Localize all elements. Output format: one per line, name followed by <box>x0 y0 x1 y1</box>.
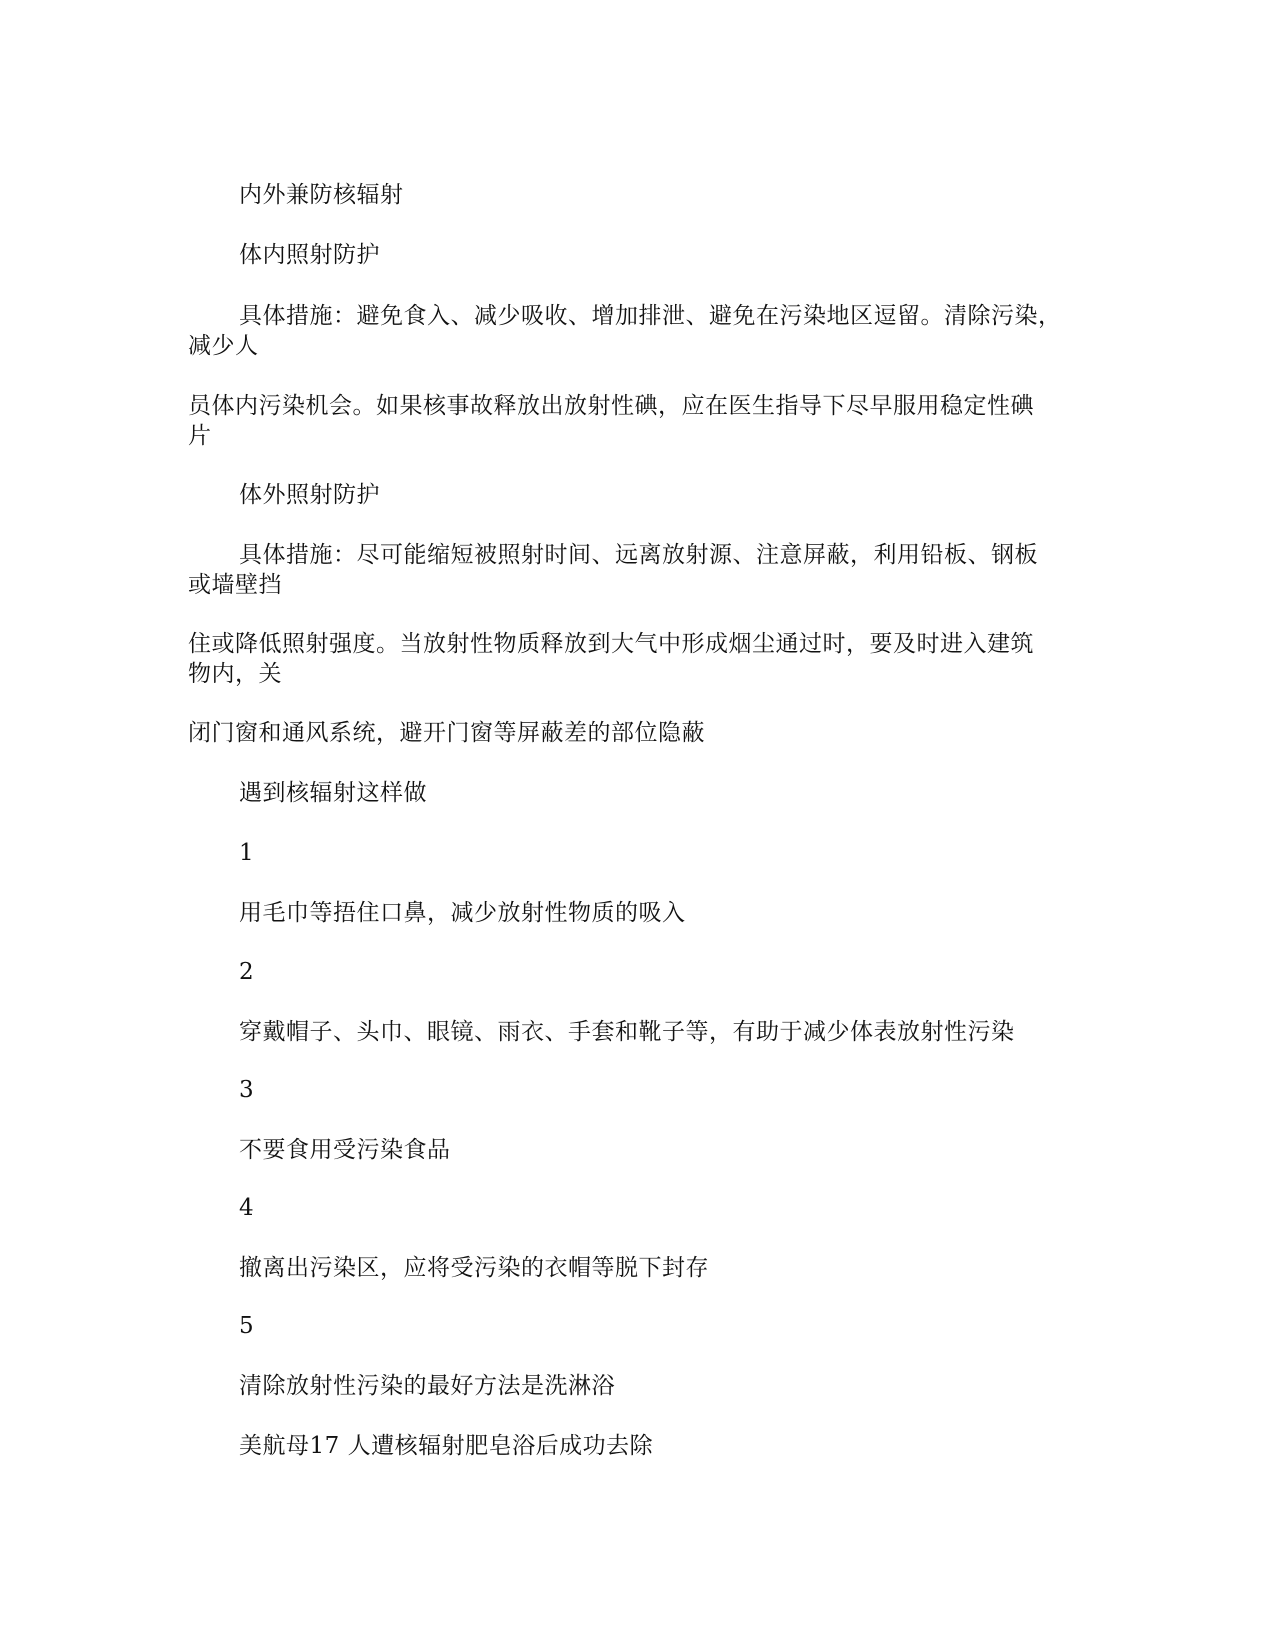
step-text: 用毛巾等捂住口鼻，减少放射性物质的吸入 <box>239 900 686 926</box>
external-measures-line-1: 具体措施：尽可能缩短被照射时间、远离放射源、注意屏蔽，利用铅板、钢板 <box>239 542 1038 568</box>
internal-protection-title: 体内照射防护 <box>239 242 380 268</box>
footer-line: 美航母17 人遭核辐射肥皂浴后成功去除 <box>239 1433 654 1459</box>
internal-measures-line-3: 员体内污染机会。如果核事故释放出放射性碘，应在医生指导下尽早服用稳定性碘 <box>188 393 1034 419</box>
step-text: 撤离出污染区，应将受污染的衣帽等脱下封存 <box>239 1255 709 1281</box>
internal-measures-line-4: 片 <box>188 423 212 449</box>
external-protection-title: 体外照射防护 <box>239 482 380 508</box>
step-text: 不要食用受污染食品 <box>239 1137 451 1163</box>
step-text: 清除放射性污染的最好方法是洗淋浴 <box>239 1373 615 1399</box>
internal-measures-line-1: 具体措施：避免食入、减少吸收、增加排泄、避免在污染地区逗留。清除污染， <box>239 303 1062 329</box>
step-number: 5 <box>239 1313 255 1339</box>
external-measures-line-5: 闭门窗和通风系统，避开门窗等屏蔽差的部位隐蔽 <box>188 720 705 746</box>
step-text: 穿戴帽子、头巾、眼镜、雨衣、手套和靴子等，有助于减少体表放射性污染 <box>239 1019 1015 1045</box>
step-number: 1 <box>239 840 255 866</box>
internal-measures-line-2: 减少人 <box>188 333 259 359</box>
external-measures-line-2: 或墙壁挡 <box>188 572 282 598</box>
steps-title: 遇到核辐射这样做 <box>239 780 427 806</box>
step-number: 3 <box>239 1077 255 1103</box>
step-number: 4 <box>239 1195 255 1221</box>
step-number: 2 <box>239 959 255 985</box>
external-measures-line-4: 物内，关 <box>188 661 282 687</box>
external-measures-line-3: 住或降低照射强度。当放射性物质释放到大气中形成烟尘通过时，要及时进入建筑 <box>188 631 1034 657</box>
document-heading: 内外兼防核辐射 <box>239 182 404 208</box>
